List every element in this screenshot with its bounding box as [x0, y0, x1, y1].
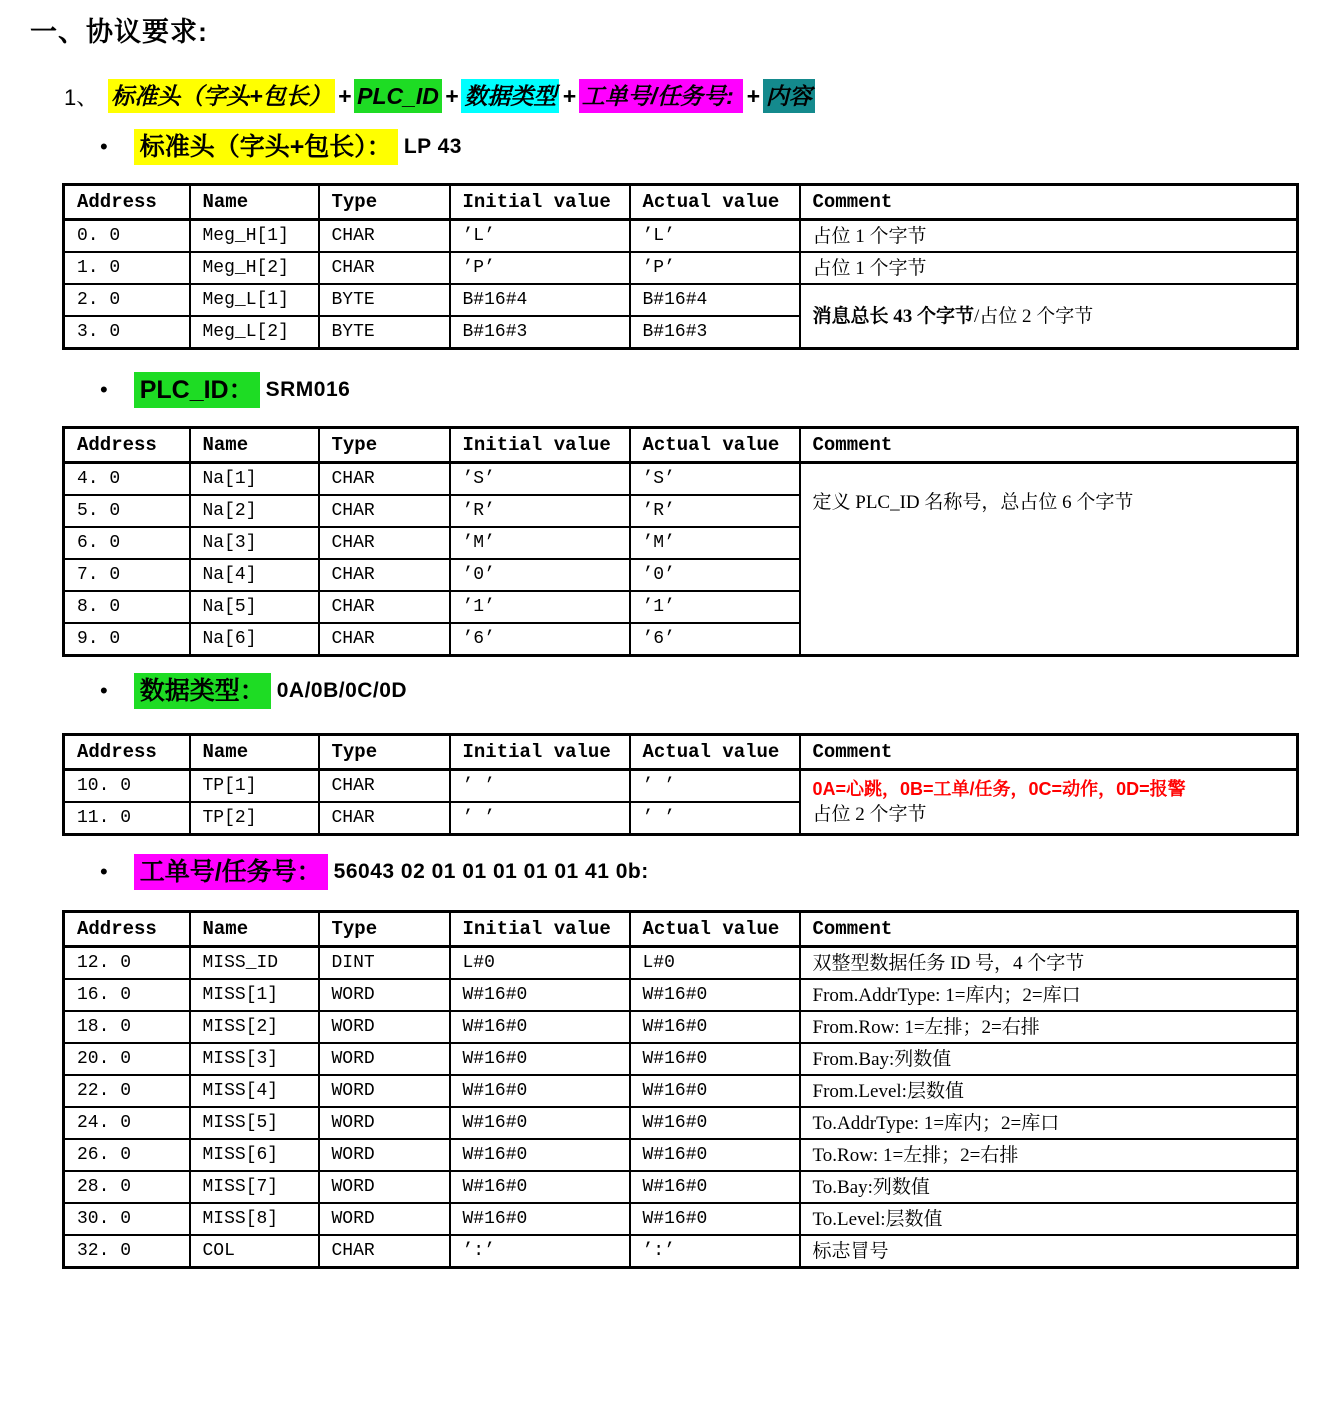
table-row [64, 1203, 1298, 1235]
section-task-number-heading [100, 854, 1344, 890]
comment-text: 占位 2 个字节 [812, 804, 927, 826]
table-cell: ’0’ [450, 559, 630, 591]
column-header: Actual value [630, 735, 800, 770]
comment-cell [800, 252, 1298, 284]
section-value: 0A/0B/0C/0D [276, 679, 408, 703]
comment-line [813, 304, 1293, 330]
section-label: 数据类型： [134, 673, 271, 709]
bullet-icon: • [100, 859, 108, 885]
table-cell: BYTE [319, 316, 450, 349]
comment-cell [800, 463, 1298, 656]
column-header: Address [64, 428, 190, 463]
table-cell: 2. 0 [64, 284, 190, 316]
comment-text: 占位 1 个字节 [812, 225, 927, 247]
comment-alert-text: 0A=心跳，0B=工单/任务，0C=动作，0D=报警 [812, 778, 1186, 799]
table-cell: MISS[3] [190, 1043, 319, 1075]
table-cell: ’R’ [450, 495, 630, 527]
table-cell: MISS[6] [190, 1139, 319, 1171]
table-task-number [62, 910, 1299, 1269]
formula-segment: PLC_ID [354, 79, 442, 113]
table-cell: WORD [319, 1171, 450, 1203]
table-cell: Na[1] [190, 463, 319, 496]
table-cell: W#16#0 [630, 1203, 800, 1235]
table-cell: WORD [319, 1203, 450, 1235]
comment-text: From.Row: 1=左排；2=右排 [812, 1016, 1040, 1038]
table-cell: Meg_L[2] [190, 316, 319, 349]
table-cell: WORD [319, 979, 450, 1011]
table-cell: 7. 0 [64, 559, 190, 591]
table-cell: W#16#0 [450, 1203, 630, 1235]
table-cell: B#16#3 [630, 316, 800, 349]
table-cell: ’L’ [450, 220, 630, 253]
table-cell: ’ ’ [450, 802, 630, 835]
column-header: Initial value [450, 912, 630, 947]
table-cell: MISS[5] [190, 1107, 319, 1139]
column-header: Actual value [630, 912, 800, 947]
protocol-formula-line [64, 79, 1344, 113]
comment-cell [800, 220, 1298, 253]
formula-segment: 数据类型 [461, 79, 559, 113]
comment-line [813, 1239, 1293, 1265]
table-header-row [64, 428, 1298, 463]
table-cell: Na[3] [190, 527, 319, 559]
table-cell: ’S’ [450, 463, 630, 496]
table-cell: CHAR [319, 802, 450, 835]
column-header: Type [319, 735, 450, 770]
comment-cell [800, 284, 1298, 349]
table-cell: B#16#4 [450, 284, 630, 316]
column-header: Name [190, 185, 319, 220]
table-row [64, 252, 1298, 284]
section-data-type-heading [100, 673, 1344, 709]
table-cell: W#16#0 [630, 1075, 800, 1107]
table-cell: CHAR [319, 495, 450, 527]
table-standard-header [62, 183, 1299, 350]
section-value: SRM016 [265, 378, 351, 402]
comment-text: 定义 PLC_ID 名称号，总占位 6 个字节 [812, 492, 1134, 514]
table-cell: Na[4] [190, 559, 319, 591]
table-cell: ’M’ [630, 527, 800, 559]
comment-cell [800, 947, 1298, 980]
table-cell: 1. 0 [64, 252, 190, 284]
table-cell: WORD [319, 1075, 450, 1107]
table-cell: Na[2] [190, 495, 319, 527]
table-cell: ’P’ [630, 252, 800, 284]
list-number: 1、 [64, 84, 99, 110]
comment-cell [800, 770, 1298, 835]
table-cell: ’6’ [450, 623, 630, 656]
column-header: Comment [800, 912, 1298, 947]
comment-line [813, 1015, 1293, 1041]
table-cell: 6. 0 [64, 527, 190, 559]
table-cell: ’L’ [630, 220, 800, 253]
table-cell: CHAR [319, 220, 450, 253]
comment-line [813, 256, 1293, 282]
column-header: Type [319, 428, 450, 463]
table-cell: ’6’ [630, 623, 800, 656]
comment-cell [800, 1235, 1298, 1268]
comment-cell [800, 1139, 1298, 1171]
table-cell: 16. 0 [64, 979, 190, 1011]
table-cell: DINT [319, 947, 450, 980]
table-cell: CHAR [319, 623, 450, 656]
comment-cell [800, 1043, 1298, 1075]
comment-line [813, 1047, 1293, 1073]
table-cell: 30. 0 [64, 1203, 190, 1235]
table-cell: CHAR [319, 591, 450, 623]
section-plc-id-heading [100, 372, 1344, 408]
comment-text: To.AddrType: 1=库内；2=库口 [812, 1112, 1060, 1134]
table-cell: 10. 0 [64, 770, 190, 803]
table-cell: 5. 0 [64, 495, 190, 527]
column-header: Type [319, 912, 450, 947]
table-cell: CHAR [319, 770, 450, 803]
document-page [0, 10, 1344, 1412]
table-header-row [64, 912, 1298, 947]
table-cell: ’P’ [450, 252, 630, 284]
comment-text: To.Level:层数值 [812, 1208, 943, 1230]
formula-segment: + [337, 83, 352, 109]
section-standard-header-heading [100, 129, 1344, 165]
column-header: Name [190, 735, 319, 770]
comment-line [813, 224, 1293, 250]
table-cell: ’ ’ [630, 802, 800, 835]
section-label: 标准头（字头+包长）： [134, 129, 398, 165]
comment-cell [800, 1107, 1298, 1139]
table-row [64, 947, 1298, 980]
table-cell: 18. 0 [64, 1011, 190, 1043]
table-row [64, 284, 1298, 316]
column-header: Actual value [630, 185, 800, 220]
table-cell: Na[6] [190, 623, 319, 656]
table-cell: MISS[8] [190, 1203, 319, 1235]
table-cell: ’:’ [630, 1235, 800, 1268]
table-cell: 4. 0 [64, 463, 190, 496]
comment-cell [800, 979, 1298, 1011]
column-header: Comment [800, 735, 1298, 770]
table-row [64, 979, 1298, 1011]
table-cell: W#16#0 [630, 1043, 800, 1075]
table-cell: W#16#0 [450, 1139, 630, 1171]
table-cell: W#16#0 [630, 1171, 800, 1203]
table-cell: L#0 [450, 947, 630, 980]
comment-text: 双整型数据任务 ID 号，4 个字节 [812, 952, 1085, 974]
comment-cell [800, 1075, 1298, 1107]
table-cell: CHAR [319, 527, 450, 559]
column-header: Address [64, 735, 190, 770]
formula-segment: + [746, 83, 760, 109]
column-header: Name [190, 428, 319, 463]
table-cell: B#16#4 [630, 284, 800, 316]
comment-line [813, 1207, 1293, 1233]
column-header: Comment [800, 185, 1298, 220]
comment-text: 标志冒号 [812, 1240, 889, 1262]
table-cell: ’M’ [450, 527, 630, 559]
comment-line [813, 1111, 1293, 1137]
comment-text: 占位 1 个字节 [812, 257, 927, 279]
table-cell: 0. 0 [64, 220, 190, 253]
table-cell: W#16#0 [630, 1107, 800, 1139]
comment-line [813, 490, 1293, 516]
table-cell: ’:’ [450, 1235, 630, 1268]
table-cell: W#16#0 [450, 1043, 630, 1075]
comment-line [813, 1175, 1293, 1201]
table-row [64, 463, 1298, 496]
formula-segments [108, 79, 814, 113]
table-cell: TP[2] [190, 802, 319, 835]
comment-text: From.Bay:列数值 [812, 1048, 952, 1070]
formula-segment: + [444, 83, 459, 109]
table-cell: W#16#0 [630, 979, 800, 1011]
column-header: Address [64, 912, 190, 947]
table-cell: COL [190, 1235, 319, 1268]
table-cell: MISS[2] [190, 1011, 319, 1043]
comment-line [813, 1143, 1293, 1169]
column-header: Initial value [450, 428, 630, 463]
table-cell: ’ ’ [450, 770, 630, 803]
table-row [64, 1139, 1298, 1171]
comment-cell [800, 1203, 1298, 1235]
table-cell: ’1’ [630, 591, 800, 623]
table-cell: Meg_H[1] [190, 220, 319, 253]
comment-text: From.Level:层数值 [812, 1080, 964, 1102]
table-cell: CHAR [319, 1235, 450, 1268]
bullet-icon: • [100, 134, 108, 160]
table-row [64, 1107, 1298, 1139]
column-header: Address [64, 185, 190, 220]
section-value: LP 43 [403, 135, 462, 159]
formula-segment: 工单号/任务号: [579, 79, 743, 113]
column-header: Actual value [630, 428, 800, 463]
table-cell: WORD [319, 1043, 450, 1075]
column-header: Name [190, 912, 319, 947]
table-cell: W#16#0 [450, 979, 630, 1011]
comment-cell [800, 1171, 1298, 1203]
table-cell: 12. 0 [64, 947, 190, 980]
bullet-icon: • [100, 678, 108, 704]
column-header: Type [319, 185, 450, 220]
table-cell: W#16#0 [630, 1011, 800, 1043]
table-cell: ’S’ [630, 463, 800, 496]
table-cell: 9. 0 [64, 623, 190, 656]
table-cell: CHAR [319, 463, 450, 496]
table-cell: TP[1] [190, 770, 319, 803]
table-cell: WORD [319, 1139, 450, 1171]
table-cell: ’0’ [630, 559, 800, 591]
comment-line [813, 951, 1293, 977]
comment-text: From.AddrType: 1=库内；2=库口 [812, 984, 1081, 1006]
table-cell: ’1’ [450, 591, 630, 623]
comment-text: To.Bay:列数值 [812, 1176, 930, 1198]
table-cell: W#16#0 [450, 1075, 630, 1107]
table-cell: Meg_H[2] [190, 252, 319, 284]
table-cell: MISS_ID [190, 947, 319, 980]
column-header: Initial value [450, 735, 630, 770]
comment-cell [800, 1011, 1298, 1043]
table-cell: Na[5] [190, 591, 319, 623]
comment-text: /占位 2 个字节 [974, 305, 1094, 327]
comment-line [813, 777, 1293, 803]
formula-segment: 标准头（字头+包长） [108, 79, 334, 113]
comment-line [813, 983, 1293, 1009]
table-row [64, 1011, 1298, 1043]
table-cell: W#16#0 [630, 1139, 800, 1171]
table-cell: 24. 0 [64, 1107, 190, 1139]
comment-line [813, 1079, 1293, 1105]
table-cell: W#16#0 [450, 1171, 630, 1203]
table-row [64, 220, 1298, 253]
table-cell: CHAR [319, 252, 450, 284]
section-label: 工单号/任务号： [134, 854, 328, 890]
table-cell: 3. 0 [64, 316, 190, 349]
table-row [64, 1043, 1298, 1075]
table-cell: 8. 0 [64, 591, 190, 623]
table-data-type [62, 733, 1299, 836]
table-row [64, 1075, 1298, 1107]
comment-text: 消息总长 43 个字节 [812, 305, 975, 327]
section-label: PLC_ID： [134, 372, 260, 408]
table-cell: MISS[7] [190, 1171, 319, 1203]
table-cell: W#16#0 [450, 1107, 630, 1139]
table-cell: Meg_L[1] [190, 284, 319, 316]
table-cell: 22. 0 [64, 1075, 190, 1107]
table-cell: 20. 0 [64, 1043, 190, 1075]
column-header: Initial value [450, 185, 630, 220]
page-title: 一、协议要求: [30, 17, 208, 47]
table-cell: 11. 0 [64, 802, 190, 835]
table-row [64, 1235, 1298, 1268]
comment-text: To.Row: 1=左排；2=右排 [812, 1144, 1019, 1166]
table-plc-id [62, 426, 1299, 657]
table-cell: CHAR [319, 559, 450, 591]
table-header-row [64, 735, 1298, 770]
table-row [64, 770, 1298, 803]
formula-segment: 内容 [763, 79, 815, 113]
table-cell: W#16#0 [450, 1011, 630, 1043]
table-cell: WORD [319, 1107, 450, 1139]
formula-segment: + [562, 83, 576, 109]
column-header: Comment [800, 428, 1298, 463]
comment-line [813, 802, 1293, 828]
table-cell: 32. 0 [64, 1235, 190, 1268]
table-header-row [64, 185, 1298, 220]
table-cell: ’R’ [630, 495, 800, 527]
table-row [64, 1171, 1298, 1203]
table-cell: MISS[1] [190, 979, 319, 1011]
table-cell: 26. 0 [64, 1139, 190, 1171]
table-cell: BYTE [319, 284, 450, 316]
bullet-icon: • [100, 377, 108, 403]
table-cell: WORD [319, 1011, 450, 1043]
table-cell: MISS[4] [190, 1075, 319, 1107]
table-cell: 28. 0 [64, 1171, 190, 1203]
table-cell: ’ ’ [630, 770, 800, 803]
table-cell: B#16#3 [450, 316, 630, 349]
table-cell: L#0 [630, 947, 800, 980]
section-value: 56043 02 01 01 01 01 01 41 0b: [333, 860, 649, 884]
